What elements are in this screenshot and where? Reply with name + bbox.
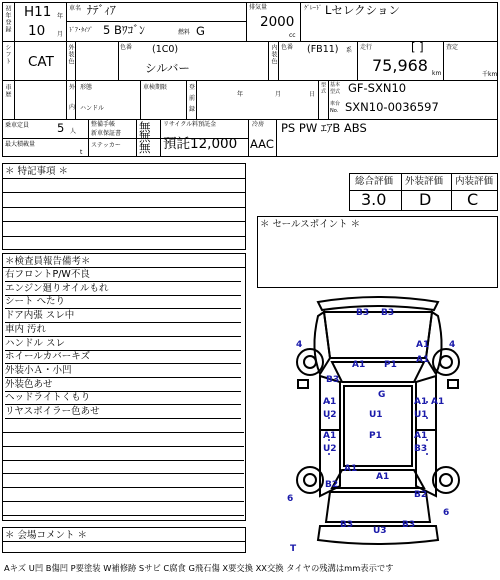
damage-t-bottom: T	[290, 544, 297, 554]
damage-b2-rear-right: B2	[414, 490, 428, 500]
inspection-year: 年	[237, 91, 244, 98]
displacement-unit: cc	[289, 32, 296, 39]
register-label: 登	[189, 84, 196, 91]
inspector-note: シート へたり	[5, 295, 241, 309]
damage-u1-roof: U1	[369, 410, 383, 420]
maintenance-value: 無	[139, 120, 151, 134]
damage-4-left: 4	[296, 340, 303, 350]
vehicle-type-label: 形態	[80, 84, 93, 91]
capacity-label: 乗車定員	[5, 122, 30, 129]
displacement: 2000	[260, 14, 295, 30]
inspector-note: エンジン廻りオイルもれ	[5, 282, 241, 296]
inspector-note-blank-row	[2, 432, 244, 447]
fuel-label: 燃料	[178, 29, 191, 36]
windshield	[332, 362, 424, 382]
damage-a1-left-door1: A1	[323, 397, 337, 407]
grade: Lセレクション	[325, 3, 400, 17]
inspector-note: 右フロントP/W不良	[5, 268, 241, 282]
vehicle-history-label: 車歴	[4, 84, 11, 98]
damage-g-roof: G	[378, 390, 386, 400]
chassis-label: 車台 No.	[330, 101, 341, 114]
damage-4-right: 4	[449, 340, 456, 350]
steering-label: ハンドル	[80, 105, 105, 112]
inspector-note: リヤスポイラー色あせ	[5, 405, 241, 419]
basic-model-small: 基本 型式	[330, 82, 341, 95]
mileage-bracket: [ ]	[411, 40, 424, 54]
damage-p1-front: P1	[384, 360, 397, 370]
damage-b2-rear-left: B2	[325, 480, 339, 490]
damage-u1-right-door1: U1	[414, 410, 428, 420]
maintenance-label: 整備手帳	[91, 121, 116, 128]
car-name: ﾅﾃﾞｨｱ	[87, 3, 116, 17]
interior-color-suffix: 系	[346, 47, 353, 54]
registration-month: 10	[28, 23, 46, 39]
exterior-color-name: シルバー	[145, 61, 190, 75]
inspector-note-blank-row	[2, 501, 244, 516]
year-label: 初年登録	[4, 5, 11, 33]
exterior-grade: D	[419, 190, 432, 209]
warranty-label: 新車保証書	[91, 130, 122, 137]
damage-a1-front-left: A1	[352, 360, 366, 370]
inspection-month: 月	[275, 91, 282, 98]
front-left-wheel	[297, 349, 323, 375]
front-bumper	[318, 297, 438, 310]
interior-grade: C	[467, 190, 479, 209]
inspector-notes-title: ＊検査員報告備考＊	[5, 256, 91, 267]
year-unit: 年	[57, 13, 64, 20]
damage-6-right: 6	[443, 508, 450, 518]
interior-grade-label: 内装評価	[455, 176, 494, 187]
damage-a1-right-door1b: A1	[431, 397, 445, 407]
warranty-value: 無	[139, 130, 151, 144]
equipment: PS PW ｴｱB ABS	[281, 121, 367, 135]
shift-label: シフト	[4, 44, 11, 65]
fuel: G	[196, 24, 205, 38]
interior-color-code: (FB11)	[307, 44, 339, 55]
era-year: H11	[24, 4, 52, 20]
row-label-a: 外	[69, 84, 76, 91]
exterior-grade-label: 外装評価	[405, 176, 444, 187]
exterior-color-code: (1C0)	[152, 44, 179, 55]
inspector-note: ハンドル スレ	[5, 337, 241, 351]
inspector-note-blank-row	[2, 460, 244, 475]
displacement-label: 排気量	[249, 4, 268, 11]
special-notes-title: ＊ 特記事項 ＊	[5, 166, 69, 177]
capacity-unit: 人	[70, 128, 77, 135]
damage-b3-bottom-left: B3	[340, 520, 354, 530]
color-number-label: 色番	[120, 44, 133, 51]
damage-b3-top-left: B3	[356, 308, 370, 318]
max-load-unit: t	[80, 149, 83, 156]
damage-a1-right-door2: A1	[414, 431, 428, 441]
model-code: GF-SXN10	[348, 81, 407, 95]
record-label: 録	[189, 106, 196, 113]
damage-u2-left-door2: U2	[323, 444, 337, 454]
damage-b3-right-door2: B3	[414, 444, 428, 454]
damage-a1-rear-left: A1	[344, 464, 358, 474]
inspector-note-blank-row	[2, 474, 244, 489]
row-label-b: 内	[69, 104, 76, 111]
interior-color-number-label: 色番	[281, 44, 294, 51]
damage-b3-top-right: B3	[381, 308, 395, 318]
assessment-label: 査定	[446, 44, 459, 51]
inspector-note: 車内 汚れ	[5, 323, 241, 337]
grade-label: ｸﾞﾚｰﾄﾞ	[304, 5, 323, 12]
sales-point-title: ＊ セールスポイント ＊	[260, 219, 361, 230]
damage-u3-bottom: U3	[373, 526, 387, 536]
sticker-value: 無	[139, 141, 151, 155]
inspector-note: ホイールカバーキズ	[5, 350, 241, 364]
front-right-wheel	[433, 349, 459, 375]
damage-u2-left-door1: U2	[323, 410, 337, 420]
inspector-note: ヘッドライトくもり	[5, 391, 241, 405]
inspection-day: 日	[309, 91, 316, 98]
inspector-note: 外装色あせ	[5, 378, 241, 392]
car-damage-diagram	[258, 290, 498, 560]
damage-a1-front-right: A1	[416, 340, 430, 350]
inspector-note: ドア内張 スレ中	[5, 309, 241, 323]
mileage: 75,968	[372, 56, 428, 75]
ac-value: AAC	[250, 137, 274, 151]
damage-a1-right-door1: A1	[414, 397, 428, 407]
assessment-unit: 千km	[482, 71, 498, 78]
month-unit: 月	[57, 31, 64, 38]
mileage-unit: km	[432, 70, 442, 77]
car-name-label: 車名	[69, 5, 82, 12]
total-grade-label: 総合評価	[355, 176, 394, 187]
inspector-note-blank-row	[2, 419, 244, 434]
inspection-label: 車検期限	[143, 84, 168, 91]
inspector-note-blank-row	[2, 446, 244, 461]
inspector-note: 外装小Ａ・小凹	[5, 364, 241, 378]
prev-label: 前	[189, 95, 196, 102]
damage-a1-left-door2: A1	[323, 431, 337, 441]
damage-a1-front-right-2: A1	[416, 355, 430, 365]
max-load-label: 最大積載量	[5, 141, 36, 148]
damage-a1-rear: A1	[376, 472, 390, 482]
ac-label: 冷房	[252, 121, 265, 128]
total-grade: 3.0	[361, 190, 387, 209]
exterior-color-label: 外装色	[67, 44, 74, 65]
damage-b3-left: B3	[326, 375, 340, 385]
mileage-label: 走行	[360, 44, 373, 51]
legend: Aキズ U凹 B傷凹 P要塗装 W補修跡 Sサビ C腐食 G飛石傷 X要交換 XX交換 タイヤの残溝はmm表示です	[4, 563, 394, 573]
damage-p1-roof: P1	[369, 431, 382, 441]
damage-6-left: 6	[287, 494, 294, 504]
door-type-label: ﾄﾞｱ･ﾀｲﾌﾟ	[69, 27, 94, 34]
recycle-value: 預託12,000	[163, 136, 238, 152]
interior-color-label: 内装色	[270, 44, 277, 65]
venue-comment-title: ＊ 会場コメント ＊	[5, 530, 88, 541]
shift: CAT	[28, 54, 54, 70]
chassis-number: SXN10-0036597	[345, 100, 439, 114]
damage-b3-bottom-right: B3	[402, 520, 416, 530]
capacity: 5	[57, 121, 65, 135]
recycle-label: リサイクル料預託金	[163, 121, 217, 128]
sticker-label: ステッカー	[91, 142, 121, 149]
inspector-note-blank-row	[2, 487, 244, 502]
basic-model-label: 型式	[320, 82, 326, 94]
hood	[324, 312, 432, 358]
door-type: 5 Bﾜｺﾞﾝ	[103, 23, 145, 37]
